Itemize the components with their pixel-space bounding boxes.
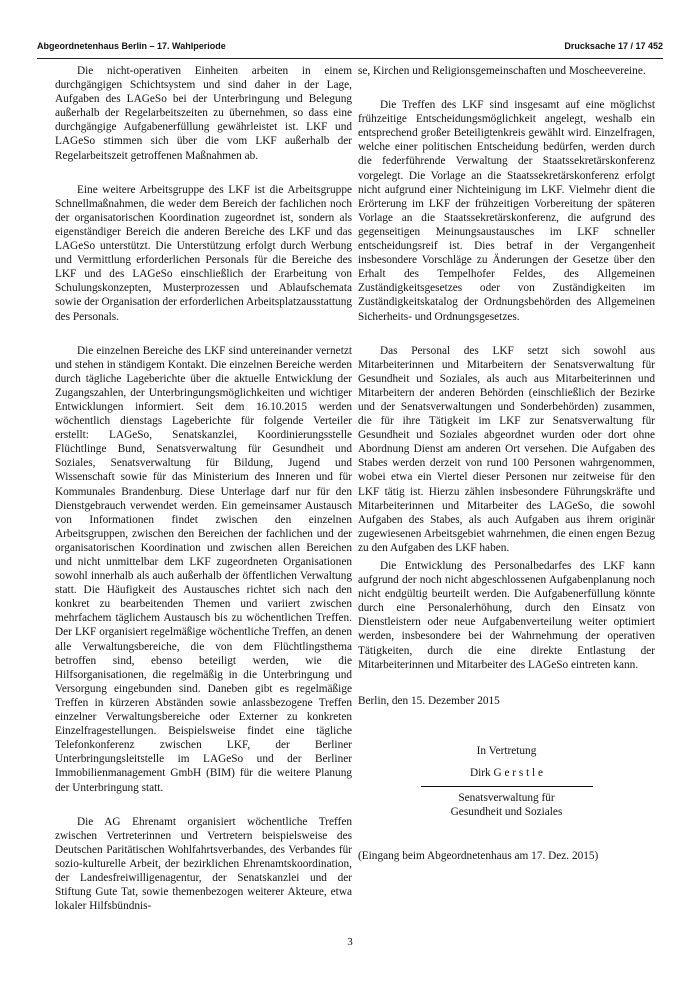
header-document-number: Drucksache 17 / 17 452 xyxy=(564,41,663,51)
signature-line xyxy=(421,786,593,787)
paragraph: Die Treffen des LKF sind insgesamt auf eine möglichst frühzeitige Entscheidungsmöglichkeit angelegt, weshalb ein entsprechend großer Beteiligtenkreis gewählt wird. Einzelfragen, welche einer politischen Entscheidung bedürfen, werden durch die federführende Verwaltung der Staatssekretärskonferenz vorgelegt. Die Vorlage an die Staatssekretärskonferenz erfolgt nicht aufgrund einer Nichteinigung im LKF. Vielmehr dient die Erörterung im LKF der frühzeitigen Vorbereitung der späteren Vorlage an die Staatssekretärskonferenz, die aufgrund des gegenseitigen Meinungsaustausches im LKF schneller entscheidungsreif ist. Dies betraf in der Vergangenheit insbesondere Vorschläge zu Änderungen der Gesetze über den Erhalt des Tempelhofer Feldes, des Allgemeinen Zuständigkeitsgesetzes oder von Zuständigkeiten im Zuständigkeitskatalog der Ordnungsbehörden des Allgemeinen Sicherheits- und Ordnungsgesetzes. xyxy=(358,99,655,323)
page-number: 3 xyxy=(347,936,353,948)
in-vertretung: In Vertretung xyxy=(476,744,537,757)
paragraph: Die AG Ehrenamt organisiert wöchentliche Treffen zwischen Vertreterinnen und Vertretern beispielsweise des Deutschen Paritätischen Wohlfahrtsverbandes, des Verbandes für sozio-kulturelle Arbeit, der bezirklichen Ehrenamtskoordination, der Landesfreiwilligenagentur, der Senatskanzlei und der Stiftung Gute Tat, sowie themenbezogen weiterer Akteure, etwa lokaler Hilfsbündnis- xyxy=(55,815,352,913)
paragraph: Die nicht-operativen Einheiten arbeiten in einem durchgängigen Schichtsystem und sind daher in der Lage, Aufgaben des LAGeSo bei der Unterbringung und Belegung außerhalb der Regelarbeitszeiten zu übernehmen, so dass eine durchgängige Aufgabenerfüllung gewährleistet ist. LKF und LAGeSo stimmen sich über die vom LKF außerhalb der Regelarbeitszeit getroffenen Maßnahmen ab. xyxy=(55,65,352,162)
paragraph: Die einzelnen Bereiche des LKF sind untereinander vernetzt und stehen in ständigem Kontakt. Die einzelnen Bereiche werden durch tägliche Lageberichte über die aktuelle Entwicklung der Zugangszahlen, der Unterbringungsmöglichkeiten und wichtiger Entwicklungen informiert. Seit dem 16.10.2015 werden wöchentlich dienstags Lageberichte für folgende Verteiler erstellt: LAGeSo, Senatskanzlei, Koordinierungsstelle Flüchtlinge Bund, Senatsverwaltung für Gesundheit und Soziales, Senatsverwaltung für Bildung, Jugend und Wissenschaft sowie für das Ministerium des Inneren und für Kommunales Brandenburg. Diese Unterlage darf nur für den Dienstgebrauch verwendet werden. Ein gemeinsamer Austausch von Informationen findet zwischen den einzelnen Arbeitsgruppen, zwischen den Bereichen der fachlichen und der organisatorischen Koordination und zwischen allen Bereichen und nicht unmittelbar dem LKF zugeordneten Organisationen sowohl innerhalb als auch außerhalb der öffentlichen Verwaltung statt. Die Häufigkeit des Austausches richtet sich nach den konkret zu bearbeitenden Themen und variiert zwischen mehrfachem täglichem Austausch bis zu wöchentlichen Treffen. Der LKF organisiert regelmäßige wöchentliche Treffen, an denen alle Verwaltungsbereiche, die von dem Flüchtlingsthema betroffen sind, ebenso beteiligt werden, wie die Hilfsorganisationen, die regelmäßig in die Unterbringung und Versorgung eingebunden sind. Daneben gibt es regelmäßige Treffen in kürzeren Abständen sowie anlassbezogene Treffen einzelner Verwaltungsbereiche oder Externer zu konkreten Einzelfragestellungen. Beispielsweise findet eine tägliche Telefonkonferenz zwischen LKF, der Berliner Unterbringungsleitstelle im LAGeSo und der Berliner Immobilienmanagement GmbH (BIM) für die weitere Planung der Unterbringung statt. xyxy=(55,344,352,794)
office-line-2: Gesundheit und Soziales xyxy=(450,806,563,819)
right-column xyxy=(358,64,655,863)
place-date: Berlin, den 15. Dezember 2015 xyxy=(358,694,500,707)
office-line-1: Senatsverwaltung für xyxy=(458,792,555,805)
left-column xyxy=(55,64,352,913)
paragraph: Die Entwicklung des Personalbedarfes des LKF kann aufgrund der noch nicht abgeschlossenen Aufgabenplanung noch nicht endgültig beurteilt werden. Die Aufgabenerfüllung könnte durch eine Personalerhöhung, durch den Einsatz von Dienstleistern oder neue Aufgabenverteilung weiter optimiert werden, insbesondere bei der Wahrnehmung der operativen Tätigkeiten, durch die eine direkte Entlastung der Mitarbeiterinnen und Mitarbeiter des LAGeSo eintreten kann. xyxy=(358,560,655,671)
paragraph-continuation: se, Kirchen und Religionsgemeinschaften und Moscheevereine. xyxy=(358,65,646,77)
paragraph: Das Personal des LKF setzt sich sowohl aus Mitarbeiterinnen und Mitarbeitern der Senatsverwaltung für Gesundheit und Soziales, als auch aus Mitarbeiterinnen und Mitarbeitern der anderen Behörden (einschließlich der Bezirke und der Senatsverwaltungen und Sonderbehörden) zusammen, die für ihre Tätigkeit im LKF zur Senatsverwaltung für Gesundheit und Soziales abgeordnet wurden oder dort ohne Abordnung Dienst am anderen Ort versehen. Die Aufgaben des Stabes werden derzeit von rund 100 Personen wahrgenommen, wobei etwa ein Viertel dieser Personen nur zeitweise für den LKF tätig ist. Hierzu zählen insbesondere Führungskräfte und Mitarbeiterinnen und Mitarbeiter des LAGeSo, die sowohl Aufgaben des Stabes, als auch Aufgaben aus ihrem originär zugewiesenen Arbeitsgebiet wahrnehmen, die einen engen Bezug zu den Aufgaben des LKF haben. xyxy=(358,344,655,554)
page-header xyxy=(37,38,663,59)
receipt-note: (Eingang beim Abgeordnetenhaus am 17. Dez. 2015) xyxy=(358,850,599,863)
signer-name: Dirk G e r s t l e xyxy=(469,766,544,779)
signature-block xyxy=(358,744,655,819)
header-parliament: Abgeordnetenhaus Berlin – 17. Wahlperiode xyxy=(37,41,226,51)
paragraph: Eine weitere Arbeitsgruppe des LKF ist die Arbeitsgruppe Schnellmaßnahmen, die weder dem Bereich der fachlichen noch der organisatorischen Koordination zugeordnet ist, sondern als eigenständiger Bereich die anderen Bereiche des LKF und das LAGeSo unterstützt. Die Unterstützung erfolgt durch Werbung und Vermittlung erforderlichen Personals für die Bereiche des LKF und des LAGeSo einschließlich der Erarbeitung von Schulungskonzepten, Musterprozessen und Ablaufschemata sowie der Organisation der erforderlichen Arbeitsplatzausstattung des Personals. xyxy=(55,183,352,323)
